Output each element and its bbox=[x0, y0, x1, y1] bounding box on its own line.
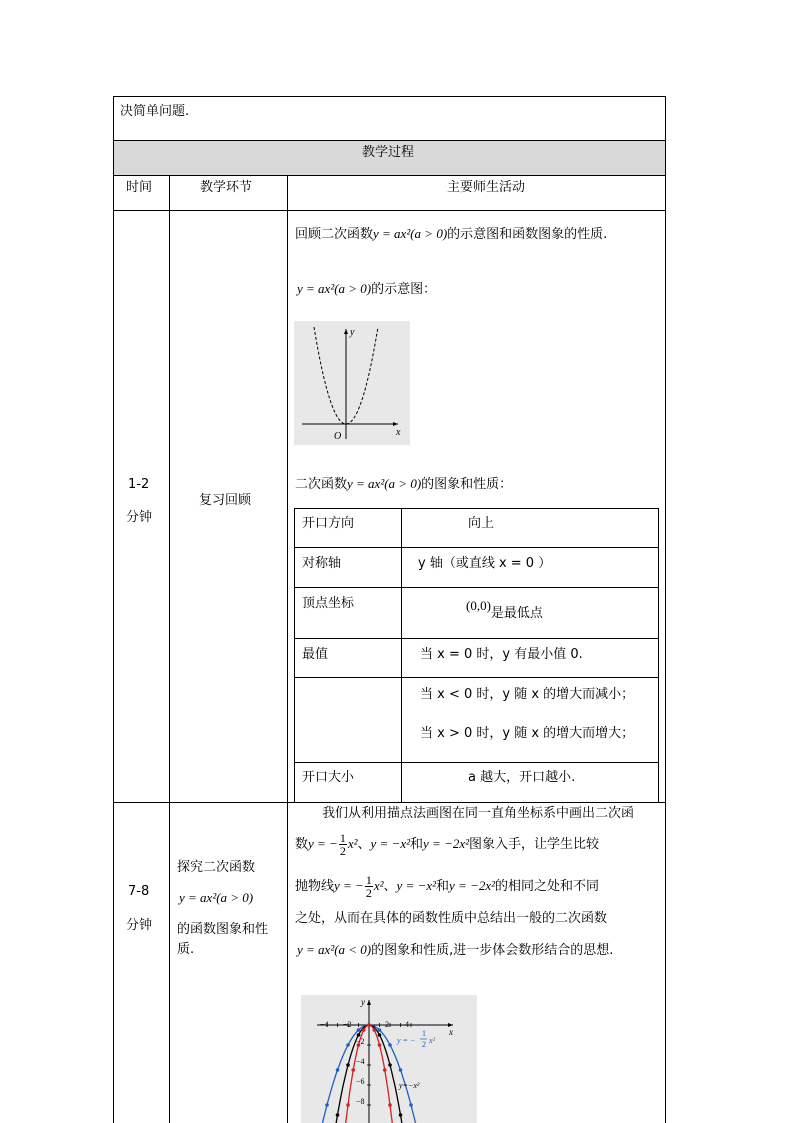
y-tick-label: −8 bbox=[356, 1097, 365, 1106]
formula: y = ax²(a > 0) bbox=[347, 476, 422, 491]
row2-line-2: 数y = − $\frac{1}{2}$ x²、y = −x²和y = −2x²图象入手，让学生比较 bbox=[295, 831, 600, 858]
section-title: 教学过程 bbox=[362, 145, 415, 160]
plotted-point bbox=[336, 1113, 340, 1117]
row2-stage-line-1: 探究二次函数 bbox=[177, 860, 256, 875]
formula: y = ax²(a > 0) bbox=[297, 281, 372, 296]
plotted-point bbox=[346, 1043, 350, 1047]
prop-value-monotonic-2: 当 x > 0 时，y 随 x 的增大而增大； bbox=[420, 726, 635, 741]
row1-stage: 复习回顾 bbox=[199, 493, 252, 508]
plotted-point bbox=[367, 1023, 371, 1027]
x-tick-label: −2 bbox=[343, 1020, 352, 1029]
header-time: 时间 bbox=[126, 180, 153, 195]
header-activity: 主要师生活动 bbox=[447, 180, 526, 195]
prop-label-direction: 开口方向 bbox=[302, 516, 355, 531]
plotted-point bbox=[409, 1103, 413, 1107]
plotted-point bbox=[378, 1028, 382, 1032]
prop-label-extremum: 最值 bbox=[302, 647, 329, 662]
prop-value-axis: y 轴（或直线 x = 0 ） bbox=[418, 556, 552, 571]
row1-paragraph-2: y = ax²(a > 0)的示意图： bbox=[297, 281, 437, 297]
x-axis-label: x bbox=[396, 427, 401, 438]
fig2-x-axis-label: x bbox=[449, 1027, 453, 1037]
svg-text:x²: x² bbox=[429, 1036, 435, 1045]
row2-line-4: 之处，从而在具体的函数性质中总结出一般的二次函数 bbox=[295, 911, 608, 926]
y-tick-label: −2 bbox=[356, 1037, 365, 1046]
row1-paragraph-1: 回顾二次函数y = ax²(a > 0)的示意图和函数图象的性质. bbox=[295, 226, 608, 242]
plotted-point bbox=[378, 1043, 382, 1047]
x-tick-label: 4 bbox=[405, 1020, 409, 1029]
row2-stage-formula: y = ax²(a > 0) bbox=[179, 890, 254, 905]
prop-label-width: 开口大小 bbox=[302, 770, 355, 785]
plotted-point bbox=[351, 1068, 355, 1072]
header-stage: 教学环节 bbox=[200, 180, 253, 195]
row1-time-unit: 分钟 bbox=[126, 510, 153, 525]
plotted-point bbox=[372, 1028, 376, 1032]
row2-stage-line-4: 质. bbox=[177, 942, 195, 957]
plotted-point bbox=[325, 1103, 329, 1107]
prop-value-monotonic-1: 当 x < 0 时，y 随 x 的增大而减小； bbox=[420, 687, 635, 702]
row2-line-5: y = ax²(a < 0)的图象和性质,进一步体会数形结合的思想. bbox=[297, 942, 614, 958]
plotted-point bbox=[378, 1033, 382, 1037]
plotted-point bbox=[388, 1103, 392, 1107]
plotted-point bbox=[357, 1028, 361, 1032]
prop-value-extremum: 当 x = 0 时，y 有最小值 0. bbox=[420, 647, 583, 662]
x-tick-label: 2 bbox=[385, 1020, 389, 1029]
plotted-point bbox=[388, 1043, 392, 1047]
y-tick-label: −6 bbox=[356, 1077, 365, 1086]
intro-text: 决简单问题. bbox=[120, 104, 190, 119]
y-axis-label: y bbox=[350, 327, 355, 338]
row2-time-range: 7-8 bbox=[128, 884, 150, 899]
svg-text:2: 2 bbox=[422, 1040, 426, 1049]
fig2-label-one: y=−x² bbox=[399, 1081, 420, 1090]
plotted-point bbox=[388, 1063, 392, 1067]
row1-time-range: 1-2 bbox=[128, 477, 150, 492]
y-tick-label: −4 bbox=[356, 1057, 365, 1066]
fig2-y-axis-label: y bbox=[361, 997, 365, 1007]
row2-line-1: 我们从利用描点法画图在同一直角坐标系中画出二次函 bbox=[322, 806, 635, 821]
parabola-sketch-figure bbox=[294, 321, 410, 445]
svg-text:1: 1 bbox=[422, 1029, 426, 1038]
plotted-point bbox=[346, 1103, 350, 1107]
row2-stage-line-3: 的函数图象和性 bbox=[177, 922, 269, 937]
prop-label-axis: 对称轴 bbox=[302, 556, 342, 571]
row2-line-3: 抛物线y = − $\frac{1}{2}$ x²、y = −x²和y = −2x²的相同之处和不同 bbox=[295, 873, 600, 900]
row1-paragraph-3: 二次函数y = ax²(a > 0)的图象和性质： bbox=[295, 476, 513, 492]
origin-label: O bbox=[334, 431, 342, 442]
prop-value-vertex: (0,0)是最低点 bbox=[466, 598, 543, 621]
prop-value-direction: 向上 bbox=[468, 516, 495, 531]
svg-text:y = −: y = − bbox=[397, 1036, 416, 1045]
prop-value-width: a 越大，开口越小. bbox=[468, 770, 576, 785]
x-tick-label: −4 bbox=[320, 1020, 329, 1029]
plotted-point bbox=[399, 1068, 403, 1072]
prop-label-vertex: 顶点坐标 bbox=[302, 596, 355, 611]
plotted-point bbox=[362, 1028, 366, 1032]
plotted-point bbox=[383, 1068, 387, 1072]
formula: y = ax²(a > 0) bbox=[373, 226, 448, 241]
plotted-point bbox=[336, 1068, 340, 1072]
plotted-point bbox=[399, 1113, 403, 1117]
plotted-point bbox=[346, 1063, 350, 1067]
row2-time-unit: 分钟 bbox=[126, 918, 153, 933]
downward-parabolas-figure bbox=[301, 995, 477, 1123]
